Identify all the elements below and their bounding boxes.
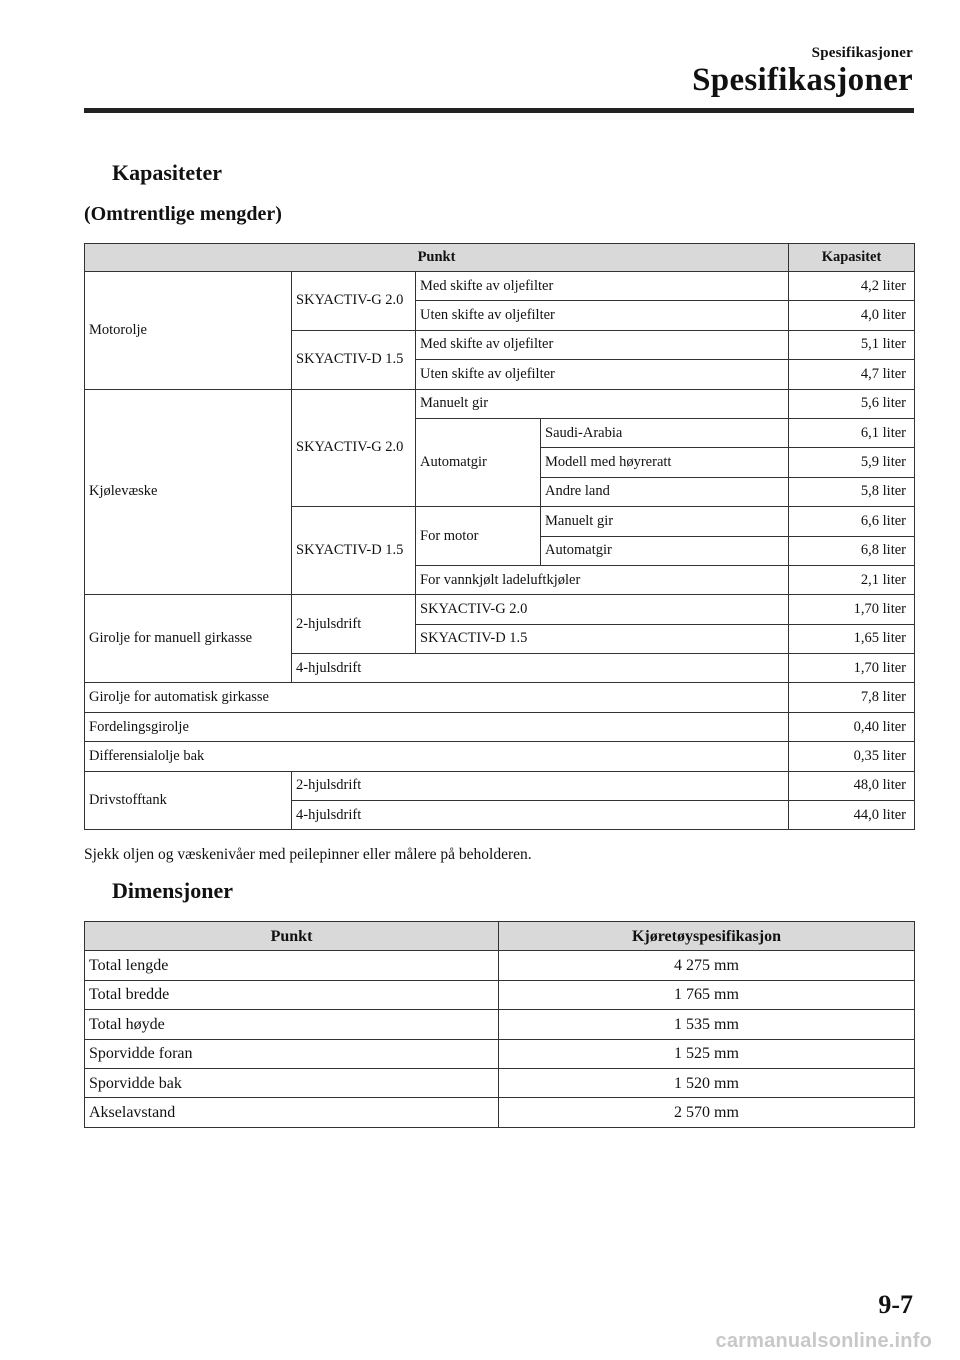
row-label-transfer-oil: Fordelingsgirolje (85, 712, 789, 741)
table-row (85, 1010, 915, 1039)
table-row (85, 389, 915, 418)
row-label-automatic-gear-oil: Girolje for automatisk girkasse (85, 683, 789, 712)
cell-saudi: Saudi-Arabia (541, 418, 789, 447)
dimension-value: 1 765 mm (499, 980, 915, 1009)
col-header-item: Punkt (85, 244, 789, 272)
dimensions-table (84, 921, 915, 1128)
value-cell: 4,2 liter (789, 272, 915, 301)
value-cell: 5,9 liter (789, 448, 915, 477)
capacities-table (84, 243, 915, 830)
capacities-note: Sjekk oljen og væskenivåer med peilepinner eller målere på beholderen. (84, 846, 532, 863)
table-row (85, 595, 915, 624)
value-cell: 5,1 liter (789, 330, 915, 359)
dimension-label: Sporvidde foran (85, 1039, 499, 1068)
cell-without-filter: Uten skifte av oljefilter (416, 360, 789, 389)
cell-automatic-gear: Automatgir (541, 536, 789, 565)
cell-2wd: 2-hjulsdrift (292, 595, 416, 654)
cell-with-filter: Med skifte av oljefilter (416, 272, 789, 301)
row-label-rear-diff-oil: Differensialolje bak (85, 742, 789, 771)
value-cell: 6,8 liter (789, 536, 915, 565)
cell-automatic-gear: Automatgir (416, 418, 541, 506)
row-label-manual-gear-oil: Girolje for manuell girkasse (85, 595, 292, 683)
cell-for-engine: For motor (416, 507, 541, 566)
dimension-value: 4 275 mm (499, 951, 915, 980)
col-header-capacity: Kapasitet (789, 244, 915, 272)
engine-g20: SKYACTIV-G 2.0 (416, 595, 789, 624)
value-cell: 0,40 liter (789, 712, 915, 741)
row-label-motorolje: Motorolje (85, 272, 292, 390)
dimension-label: Total bredde (85, 980, 499, 1009)
dimensions-header-row (85, 922, 915, 951)
dimensions-title: Dimensjoner (112, 878, 233, 903)
capacities-subtitle: (Omtrentlige mengder) (84, 203, 282, 225)
dimension-value: 1 520 mm (499, 1068, 915, 1097)
value-cell: 5,8 liter (789, 477, 915, 506)
value-cell: 6,6 liter (789, 507, 915, 536)
value-cell: 4,7 liter (789, 360, 915, 389)
dimension-label: Sporvidde bak (85, 1068, 499, 1097)
engine-g20: SKYACTIV-G 2.0 (292, 389, 416, 507)
dimension-value: 1 525 mm (499, 1039, 915, 1068)
value-cell: 7,8 liter (789, 683, 915, 712)
table-row (85, 1039, 915, 1068)
table-row (85, 1098, 915, 1127)
capacities-title: Kapasiteter (112, 160, 222, 185)
row-label-fuel-tank: Drivstofftank (85, 771, 292, 830)
table-row (85, 1068, 915, 1097)
engine-d15: SKYACTIV-D 1.5 (292, 330, 416, 389)
value-cell: 5,6 liter (789, 389, 915, 418)
table-row (85, 771, 915, 800)
value-cell: 4,0 liter (789, 301, 915, 330)
watermark: carmanualsonline.info (715, 1330, 932, 1352)
cell-with-filter: Med skifte av oljefilter (416, 330, 789, 359)
cell-2wd: 2-hjulsdrift (292, 771, 789, 800)
table-row (85, 951, 915, 980)
cell-without-filter: Uten skifte av oljefilter (416, 301, 789, 330)
dimension-label: Total lengde (85, 951, 499, 980)
engine-g20: SKYACTIV-G 2.0 (292, 272, 416, 331)
value-cell: 44,0 liter (789, 801, 915, 830)
col-header-item: Punkt (85, 922, 499, 951)
table-row (85, 683, 915, 712)
header-chapter-title: Spesifikasjoner (692, 62, 913, 98)
dimension-value: 1 535 mm (499, 1010, 915, 1039)
engine-d15: SKYACTIV-D 1.5 (292, 507, 416, 595)
table-row (85, 712, 915, 741)
dimension-value: 2 570 mm (499, 1098, 915, 1127)
cell-4wd: 4-hjulsdrift (292, 801, 789, 830)
cell-right-hand-drive: Modell med høyreratt (541, 448, 789, 477)
value-cell: 0,35 liter (789, 742, 915, 771)
header-rule (84, 108, 914, 113)
col-header-spec: Kjøretøyspesifikasjon (499, 922, 915, 951)
table-row (85, 272, 915, 301)
page-number: 9-7 (878, 1290, 913, 1319)
cell-manual-gear: Manuelt gir (541, 507, 789, 536)
dimension-label: Akselavstand (85, 1098, 499, 1127)
capacities-header-row (85, 244, 915, 272)
header-chapter-small: Spesifikasjoner (811, 45, 913, 61)
row-label-kjolevaske: Kjølevæske (85, 389, 292, 595)
engine-d15: SKYACTIV-D 1.5 (416, 624, 789, 653)
value-cell: 6,1 liter (789, 418, 915, 447)
value-cell: 1,70 liter (789, 595, 915, 624)
table-row (85, 742, 915, 771)
cell-4wd: 4-hjulsdrift (292, 654, 789, 683)
dimension-label: Total høyde (85, 1010, 499, 1039)
cell-intercooler: For vannkjølt ladeluftkjøler (416, 565, 789, 594)
value-cell: 1,65 liter (789, 624, 915, 653)
value-cell: 2,1 liter (789, 565, 915, 594)
cell-manual-gear: Manuelt gir (416, 389, 789, 418)
cell-other-countries: Andre land (541, 477, 789, 506)
table-row (85, 980, 915, 1009)
value-cell: 1,70 liter (789, 654, 915, 683)
value-cell: 48,0 liter (789, 771, 915, 800)
